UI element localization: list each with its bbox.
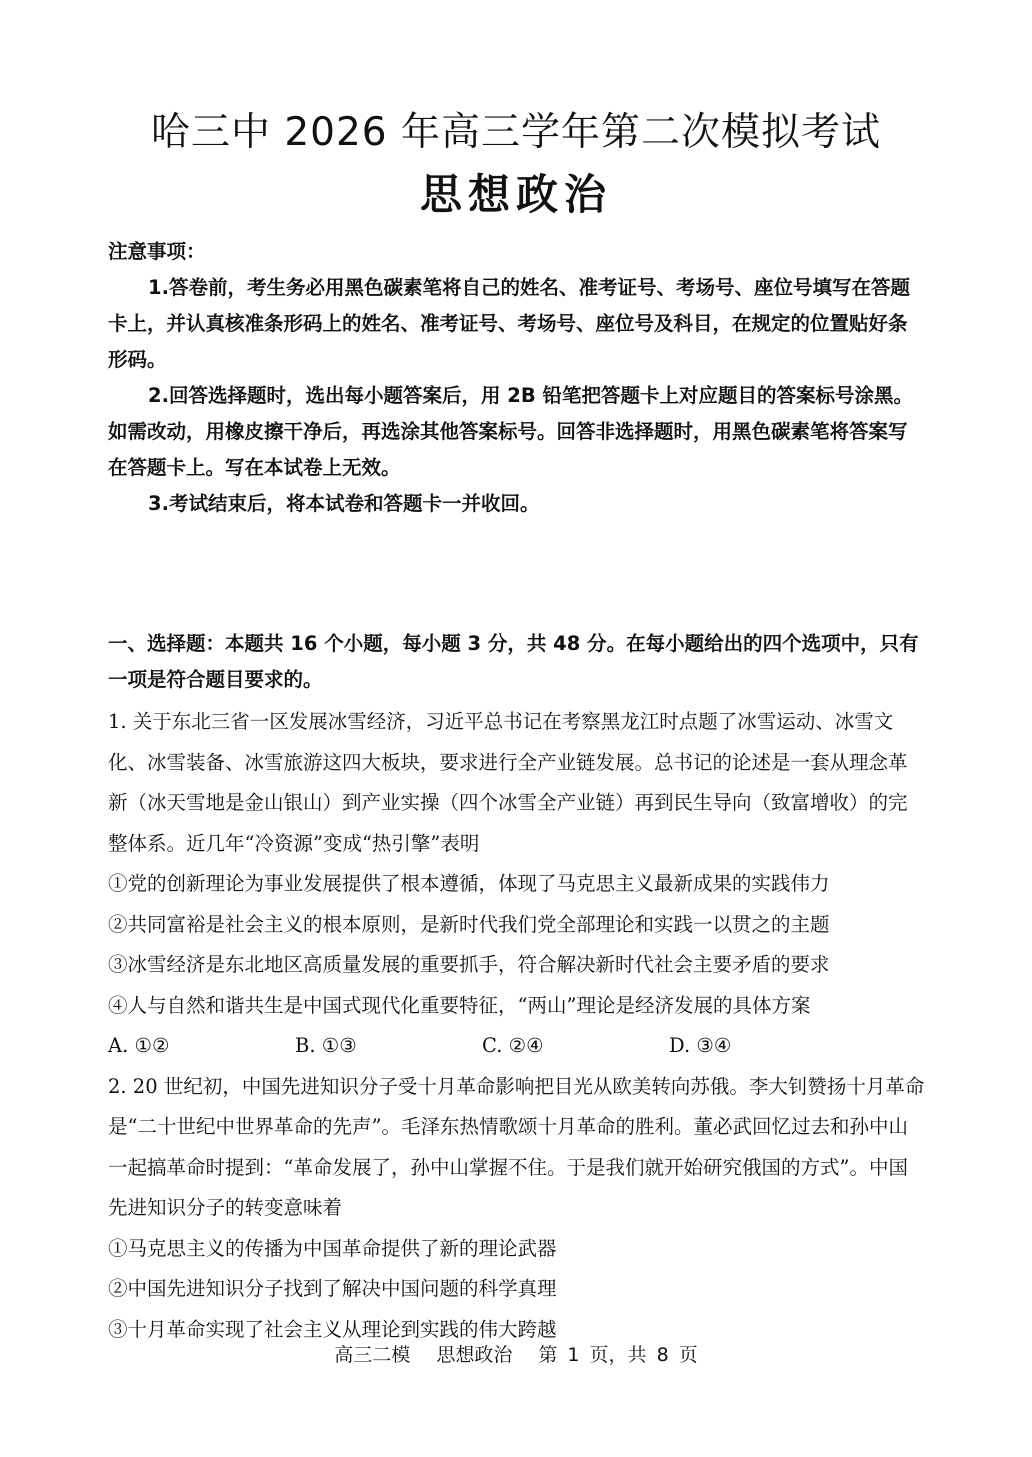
option-d: D. ③④ bbox=[669, 1034, 732, 1057]
footer-page-info: 第 1 页，共 8 页 bbox=[538, 1344, 698, 1366]
statement: ④人与自然和谐共生是中国式现代化重要特征，“两山”理论是经济发展的具体方案 bbox=[108, 993, 811, 1017]
statement: ①马克思主义的传播为中国革命提供了新的理论武器 bbox=[108, 1236, 557, 1260]
option-a: A. ①② bbox=[108, 1034, 170, 1057]
statement: ②中国先进知识分子找到了解决中国问题的科学真理 bbox=[108, 1277, 557, 1300]
footer-subject: 思想政治 bbox=[436, 1344, 513, 1366]
footer-exam: 高三二模 bbox=[334, 1344, 411, 1366]
statement: ③冰雪经济是东北地区高质量发展的重要抓手，符合解决新时代社会主要矛盾的要求 bbox=[108, 953, 830, 976]
section-heading: 一、选择题：本题共 16 个小题，每小题 3 分，共 48 分。在每小题给出的四个选项中，只有一项是符合题目要求的。 bbox=[108, 632, 919, 691]
subject-title: 思想政治 bbox=[419, 170, 612, 219]
question-2 bbox=[108, 1067, 926, 1351]
statement: ①党的创新理论为事业发展提供了根本遵循，体现了马克思主义最新成果的实践伟力 bbox=[108, 872, 830, 895]
exam-title: 哈三中 2026 年高三学年第二次模拟考试 bbox=[150, 110, 882, 155]
notice-item-2: 2.回答选择题时，选出每小题答案后，用 2B 铅笔把答题卡上对应题目的答案标号涂黑。如需改动，用橡皮擦干净后，再选涂其他答案标号。回答非选择题时，用黑色碳素笔将答案写在答题卡上。写在本试卷上无效。 bbox=[108, 384, 913, 479]
question-stem: 2. 20 世纪初，中国先进知识分子受十月革命影响把目光从欧美转向苏俄。李大钊赞扬十月革命是“二十世纪中世界革命的先声”。毛泽东热情歌颂十月革命的胜利。董必武回忆过去和孙中山一起搞革命时提到：“革命发展了，孙中山掌握不住。于是我们就开始研究俄国的方式”。中国先进知识分子的转变意味着 bbox=[108, 1074, 925, 1219]
question-stem: 1. 关于东北三省一区发展冰雪经济，习近平总书记在考察黑龙江时点题了冰雪运动、冰雪文化、冰雪装备、冰雪旅游这四大板块，要求进行全产业链发展。总书记的论述是一套从理念革新（冰天雪地是金山银山）到产业实操（四个冰雪全产业链）再到民生导向（致富增收）的完整体系。近几年“冷资源”变成“热引擎”表明 bbox=[108, 710, 908, 855]
option-row bbox=[108, 1026, 926, 1067]
statement: ③十月革命实现了社会主义从理论到实践的伟大跨越 bbox=[108, 1317, 557, 1341]
notice-item-1: 1.答卷前，考生务必用黑色碳素笔将自己的姓名、准考证号、考场号、座位号填写在答题卡上，并认真核准条形码上的姓名、准考证号、考场号、座位号及科目，在规定的位置贴好条形码。 bbox=[108, 276, 910, 371]
question-1 bbox=[108, 702, 926, 1067]
notice-item-3: 3.考试结束后，将本试卷和答题卡一并收回。 bbox=[148, 492, 540, 515]
notice-heading: 注意事项： bbox=[108, 240, 206, 263]
statement: ②共同富裕是社会主义的根本原则，是新时代我们党全部理论和实践一以贯之的主题 bbox=[108, 912, 830, 936]
questions-block bbox=[108, 702, 926, 1350]
option-b: B. ①③ bbox=[295, 1034, 357, 1057]
option-c: C. ②④ bbox=[482, 1034, 544, 1057]
notice-block bbox=[108, 234, 926, 522]
page-footer bbox=[0, 1340, 1032, 1370]
section-heading-block bbox=[108, 626, 926, 698]
